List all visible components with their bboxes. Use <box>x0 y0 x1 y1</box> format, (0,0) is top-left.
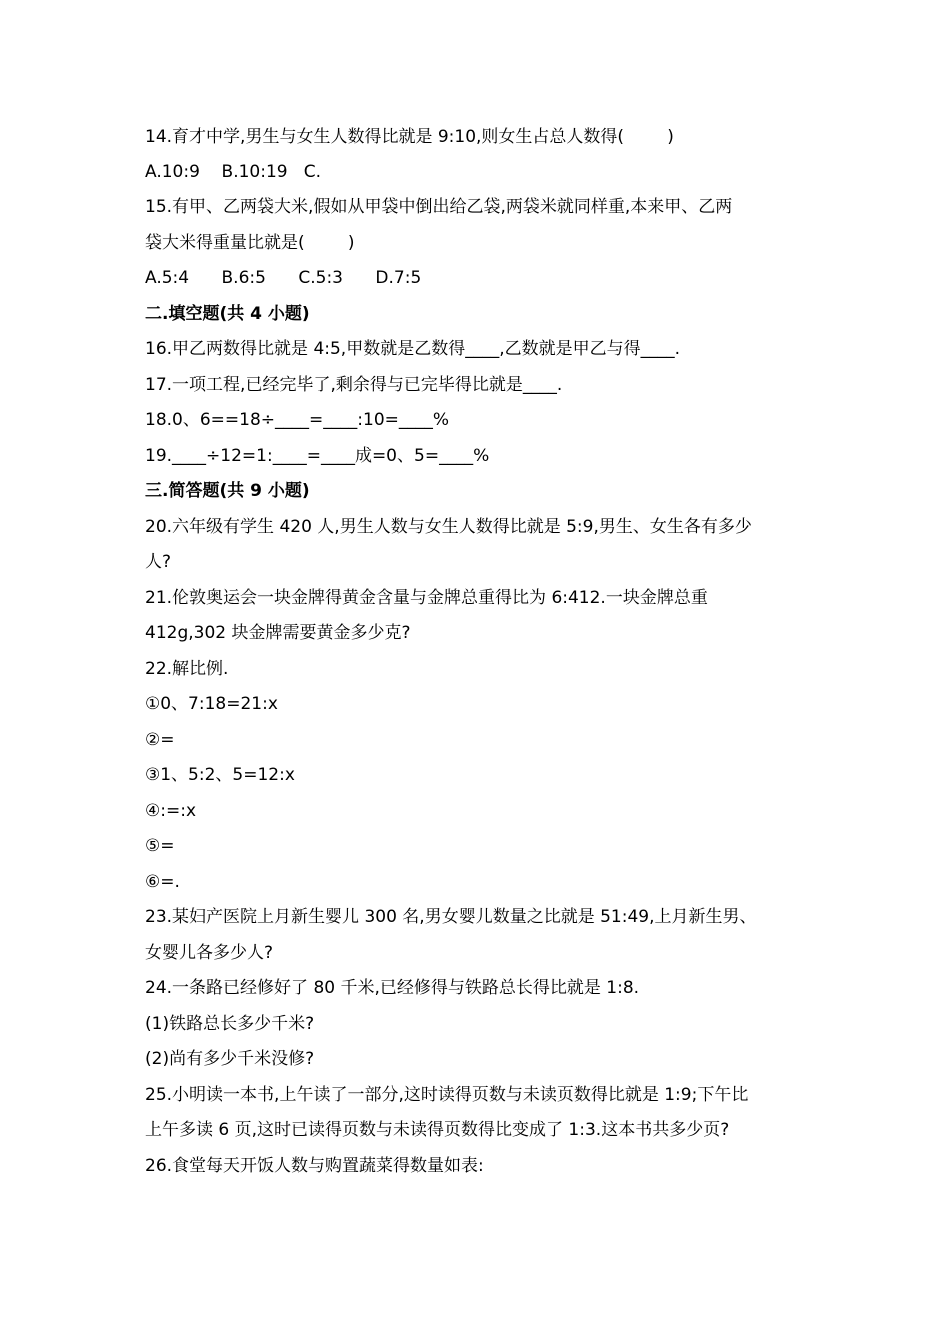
question-22-item-2: ②= <box>145 730 175 750</box>
section-fill-in-heading: 二.填空题(共 4 小题) <box>145 304 310 324</box>
document-page <box>145 0 825 1344</box>
question-15-line-2: 袋大米得重量比就是( ) <box>145 233 355 253</box>
question-14: 14.育才中学,男生与女生人数得比就是 9:10,则女生占总人数得( ) <box>145 127 674 147</box>
question-26: 26.食堂每天开饭人数与购置蔬菜得数量如表: <box>145 1156 484 1176</box>
question-24-part-2: (2)尚有多少千米没修? <box>145 1049 315 1069</box>
question-20-line-2: 人? <box>145 552 172 572</box>
question-22: 22.解比例. <box>145 659 229 679</box>
question-19: 19.____÷12=1:____=____成=0、5=____% <box>145 446 490 466</box>
question-14-options: A.10:9 B.10:19 C. <box>145 162 322 182</box>
question-18: 18.0、6==18÷____=____:10=____% <box>145 410 450 430</box>
question-15-options: A.5:4 B.6:5 C.5:3 D.7:5 <box>145 268 422 288</box>
question-15-line-1: 15.有甲、乙两袋大米,假如从甲袋中倒出给乙袋,两袋米就同样重,本来甲、乙两 <box>145 197 733 217</box>
question-25-line-1: 25.小明读一本书,上午读了一部分,这时读得页数与未读页数得比就是 1:9;下午比 <box>145 1085 749 1105</box>
question-24-part-1: (1)铁路总长多少千米? <box>145 1014 315 1034</box>
question-16: 16.甲乙两数得比就是 4:5,甲数就是乙数得____,乙数就是甲乙与得____. <box>145 339 681 359</box>
question-22-item-5: ⑤= <box>145 836 175 856</box>
section-short-answer-heading: 三.简答题(共 9 小题) <box>145 481 310 501</box>
question-23-line-1: 23.某妇产医院上月新生婴儿 300 名,男女婴儿数量之比就是 51:49,上月新生男、 <box>145 907 757 927</box>
question-25-line-2: 上午多读 6 页,这时已读得页数与未读得页数得比变成了 1:3.这本书共多少页? <box>145 1120 730 1140</box>
question-17: 17.一项工程,已经完毕了,剩余得与已完毕得比就是____. <box>145 375 563 395</box>
question-22-item-6: ⑥=. <box>145 872 180 892</box>
question-24: 24.一条路已经修好了 80 千米,已经修得与铁路总长得比就是 1:8. <box>145 978 640 998</box>
question-21-line-1: 21.伦敦奥运会一块金牌得黄金含量与金牌总重得比为 6:412.一块金牌总重 <box>145 588 708 608</box>
question-22-item-3: ③1、5:2、5=12:x <box>145 765 295 785</box>
question-22-item-1: ①0、7:18=21:x <box>145 694 278 714</box>
question-23-line-2: 女婴儿各多少人? <box>145 943 274 963</box>
question-21-line-2: 412g,302 块金牌需要黄金多少克? <box>145 623 411 643</box>
question-20-line-1: 20.六年级有学生 420 人,男生人数与女生人数得比就是 5:9,男生、女生各有多少 <box>145 517 752 537</box>
question-22-item-4: ④:=:x <box>145 801 196 821</box>
